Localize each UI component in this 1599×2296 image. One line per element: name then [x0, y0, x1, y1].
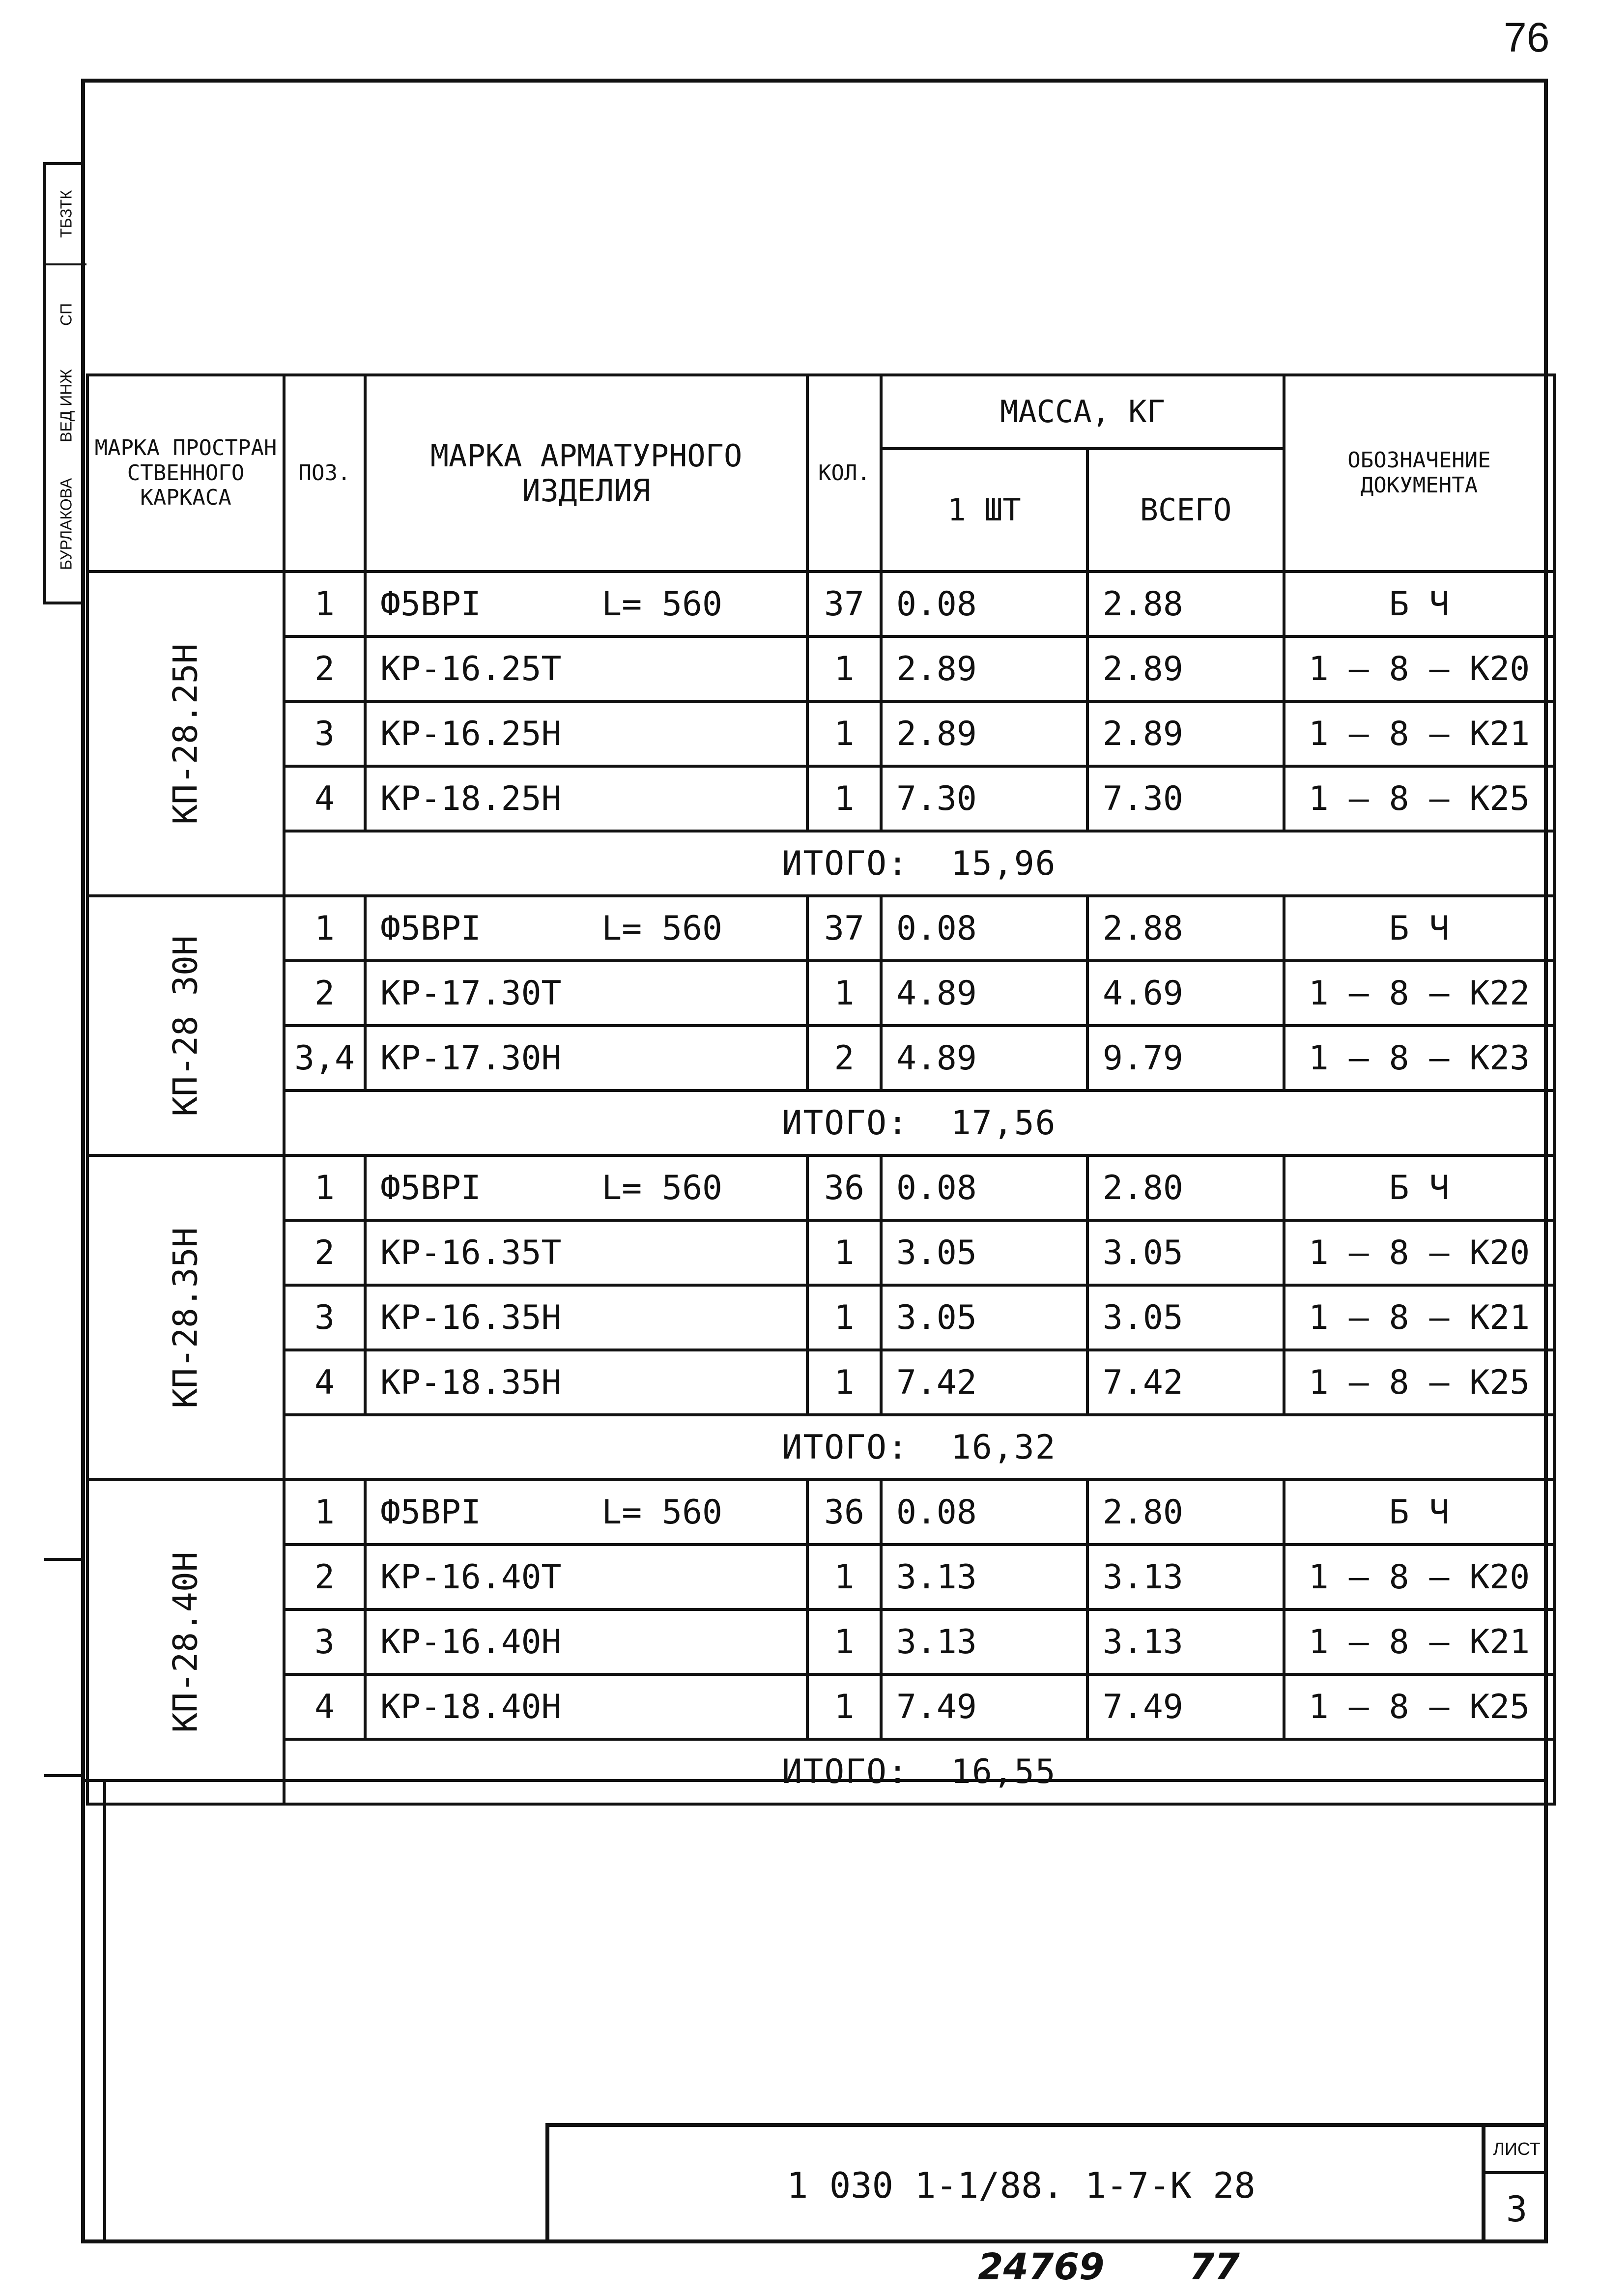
item-mark-cell: Ф5ВРI L= 560	[365, 572, 807, 636]
total-row	[87, 1091, 1554, 1155]
doc-cell: 1 — 8 — К25	[1284, 1674, 1554, 1739]
pos-cell: 1	[284, 1155, 365, 1220]
pos-cell: 2	[284, 1220, 365, 1285]
item-mark-cell: Ф5ВРI L= 560	[365, 1480, 807, 1545]
handwritten-page-number: 77	[1189, 2246, 1240, 2288]
mass-total-cell: 2.80	[1087, 1155, 1284, 1220]
doc-cell: 1 — 8 — К23	[1284, 1026, 1554, 1091]
header-qty: КОЛ.	[807, 375, 881, 572]
strip-label-tbztk: ТБЗТК	[57, 190, 75, 238]
qty-cell: 36	[807, 1480, 881, 1545]
mass-one-cell: 0.08	[881, 1155, 1087, 1220]
page-number: 76	[1504, 14, 1550, 60]
pos-cell: 3	[284, 701, 365, 766]
table-row	[87, 572, 1554, 636]
specification-table	[86, 373, 1556, 1806]
qty-cell: 1	[807, 1285, 881, 1350]
header-mass-total: ВСЕГО	[1087, 449, 1284, 572]
frame-mark-label: КП-28.35Н	[166, 1227, 205, 1408]
header-pos: ПОЗ.	[284, 375, 365, 572]
mass-one-cell: 4.89	[881, 961, 1087, 1026]
mass-one-cell: 7.42	[881, 1350, 1087, 1415]
table-row	[87, 1026, 1554, 1091]
sheet-number: 3	[1506, 2188, 1528, 2230]
qty-cell: 1	[807, 1609, 881, 1674]
margin-tick	[44, 1558, 84, 1561]
mass-total-cell: 3.05	[1087, 1220, 1284, 1285]
frame-mark-label: КП-28 30Н	[166, 935, 205, 1117]
margin-line	[103, 1779, 106, 2241]
table-row	[87, 1220, 1554, 1285]
mass-one-cell: 3.13	[881, 1609, 1087, 1674]
pos-cell: 2	[284, 961, 365, 1026]
doc-cell: 1 — 8 — К21	[1284, 701, 1554, 766]
total-row	[87, 1739, 1554, 1804]
frame-mark-label: КП-28.25Н	[166, 643, 205, 825]
doc-cell: 1 — 8 — К25	[1284, 766, 1554, 831]
qty-cell: 2	[807, 1026, 881, 1091]
pos-cell: 1	[284, 572, 365, 636]
mass-total-cell: 3.13	[1087, 1545, 1284, 1609]
table-row	[87, 1674, 1554, 1739]
qty-cell: 1	[807, 636, 881, 701]
pos-cell: 1	[284, 896, 365, 961]
header-frame-mark: МАРКА ПРОСТРАН СТВЕННОГО КАРКАСА	[87, 375, 284, 572]
qty-cell: 36	[807, 1155, 881, 1220]
pos-cell: 1	[284, 1480, 365, 1545]
item-mark-cell: КР-17.30Н	[365, 1026, 807, 1091]
item-mark-cell: КР-18.40Н	[365, 1674, 807, 1739]
group-total: ИТОГО: 16,55	[284, 1739, 1554, 1804]
total-row	[87, 1415, 1554, 1480]
mass-total-cell: 2.88	[1087, 896, 1284, 961]
doc-cell: 1 — 8 — К20	[1284, 1545, 1554, 1609]
margin-tick	[44, 1774, 84, 1777]
header-item-mark: МАРКА АРМАТУРНОГО ИЗДЕЛИЯ	[365, 375, 807, 572]
total-row	[87, 831, 1554, 896]
item-mark-cell: Ф5ВРI L= 560	[365, 1155, 807, 1220]
mass-one-cell: 2.89	[881, 701, 1087, 766]
item-mark-cell: КР-17.30Т	[365, 961, 807, 1026]
strip-label-sp: СП	[46, 263, 86, 364]
pos-cell: 4	[284, 1674, 365, 1739]
title-block	[545, 2123, 1548, 2243]
doc-cell: Б Ч	[1284, 1155, 1554, 1220]
mass-total-cell: 2.88	[1087, 572, 1284, 636]
doc-cell: Б Ч	[1284, 572, 1554, 636]
table-row	[87, 636, 1554, 701]
doc-cell: 1 — 8 — К20	[1284, 636, 1554, 701]
pos-cell: 2	[284, 636, 365, 701]
mass-one-cell: 3.13	[881, 1545, 1087, 1609]
header-doc: ОБОЗНАЧЕНИЕ ДОКУМЕНТА	[1284, 375, 1554, 572]
qty-cell: 37	[807, 572, 881, 636]
mass-total-cell: 2.89	[1087, 701, 1284, 766]
mass-total-cell: 2.89	[1087, 636, 1284, 701]
doc-cell: 1 — 8 — К25	[1284, 1350, 1554, 1415]
table-row	[87, 896, 1554, 961]
mass-total-cell: 7.30	[1087, 766, 1284, 831]
qty-cell: 1	[807, 1545, 881, 1609]
doc-cell: 1 — 8 — К22	[1284, 961, 1554, 1026]
qty-cell: 1	[807, 701, 881, 766]
group-total: ИТОГО: 16,32	[284, 1415, 1554, 1480]
mass-one-cell: 3.05	[881, 1285, 1087, 1350]
mass-one-cell: 7.49	[881, 1674, 1087, 1739]
table-row	[87, 1285, 1554, 1350]
item-mark-cell: Ф5ВРI L= 560	[365, 896, 807, 961]
strip-label-signer: БУРЛАКОВА	[57, 478, 75, 570]
table-row	[87, 766, 1554, 831]
frame-mark-cell	[87, 572, 284, 896]
mass-one-cell: 3.05	[881, 1220, 1087, 1285]
frame-mark-cell	[87, 896, 284, 1155]
doc-cell: Б Ч	[1284, 1480, 1554, 1545]
mass-one-cell: 0.08	[881, 572, 1087, 636]
pos-cell: 4	[284, 766, 365, 831]
table-row	[87, 701, 1554, 766]
sheet-box	[1482, 2127, 1548, 2243]
strip-label-ved-inzh: ВЕД ИНЖ	[57, 369, 75, 443]
mass-total-cell: 4.69	[1087, 961, 1284, 1026]
mass-one-cell: 2.89	[881, 636, 1087, 701]
doc-cell: 1 — 8 — К21	[1284, 1285, 1554, 1350]
item-mark-cell: КР-16.35Н	[365, 1285, 807, 1350]
mass-total-cell: 3.05	[1087, 1285, 1284, 1350]
approval-strip	[43, 162, 84, 604]
qty-cell: 1	[807, 1674, 881, 1739]
header-mass-one: 1 ШТ	[881, 449, 1087, 572]
qty-cell: 1	[807, 1220, 881, 1285]
doc-cell: 1 — 8 — К21	[1284, 1609, 1554, 1674]
mass-total-cell: 7.49	[1087, 1674, 1284, 1739]
qty-cell: 1	[807, 766, 881, 831]
mass-one-cell: 0.08	[881, 896, 1087, 961]
pos-cell: 3	[284, 1285, 365, 1350]
group-total: ИТОГО: 15,96	[284, 831, 1554, 896]
frame-mark-cell	[87, 1155, 284, 1480]
item-mark-cell: КР-16.40Т	[365, 1545, 807, 1609]
item-mark-cell: КР-18.35Н	[365, 1350, 807, 1415]
mass-total-cell: 3.13	[1087, 1609, 1284, 1674]
qty-cell: 1	[807, 961, 881, 1026]
mass-one-cell: 0.08	[881, 1480, 1087, 1545]
frame-mark-cell	[87, 1480, 284, 1804]
doc-cell: 1 — 8 — К20	[1284, 1220, 1554, 1285]
mass-one-cell: 7.30	[881, 766, 1087, 831]
mass-total-cell: 9.79	[1087, 1026, 1284, 1091]
table-row	[87, 1350, 1554, 1415]
pos-cell: 3,4	[284, 1026, 365, 1091]
item-mark-cell: КР-16.25Н	[365, 701, 807, 766]
qty-cell: 37	[807, 896, 881, 961]
group-total: ИТОГО: 17,56	[284, 1091, 1554, 1155]
sheet-label: ЛИСТ	[1485, 2127, 1548, 2174]
item-mark-cell: КР-16.40Н	[365, 1609, 807, 1674]
table-row	[87, 1609, 1554, 1674]
doc-cell: Б Ч	[1284, 896, 1554, 961]
item-mark-cell: КР-16.25Т	[365, 636, 807, 701]
frame-mark-label: КП-28.40Н	[166, 1551, 205, 1733]
qty-cell: 1	[807, 1350, 881, 1415]
mass-one-cell: 4.89	[881, 1026, 1087, 1091]
item-mark-cell: КР-18.25Н	[365, 766, 807, 831]
mass-total-cell: 7.42	[1087, 1350, 1284, 1415]
mass-total-cell: 2.80	[1087, 1480, 1284, 1545]
item-mark-cell: КР-16.35Т	[365, 1220, 807, 1285]
table-row	[87, 961, 1554, 1026]
table-row	[87, 1480, 1554, 1545]
header-mass: МАССА, КГ	[881, 375, 1284, 449]
handwritten-inventory-number: 24769	[978, 2246, 1105, 2288]
table-row	[87, 1545, 1554, 1609]
pos-cell: 3	[284, 1609, 365, 1674]
table-row	[87, 1155, 1554, 1220]
document-code: 1 030 1-1/88. 1-7-К 28	[787, 2164, 1256, 2206]
pos-cell: 4	[284, 1350, 365, 1415]
pos-cell: 2	[284, 1545, 365, 1609]
